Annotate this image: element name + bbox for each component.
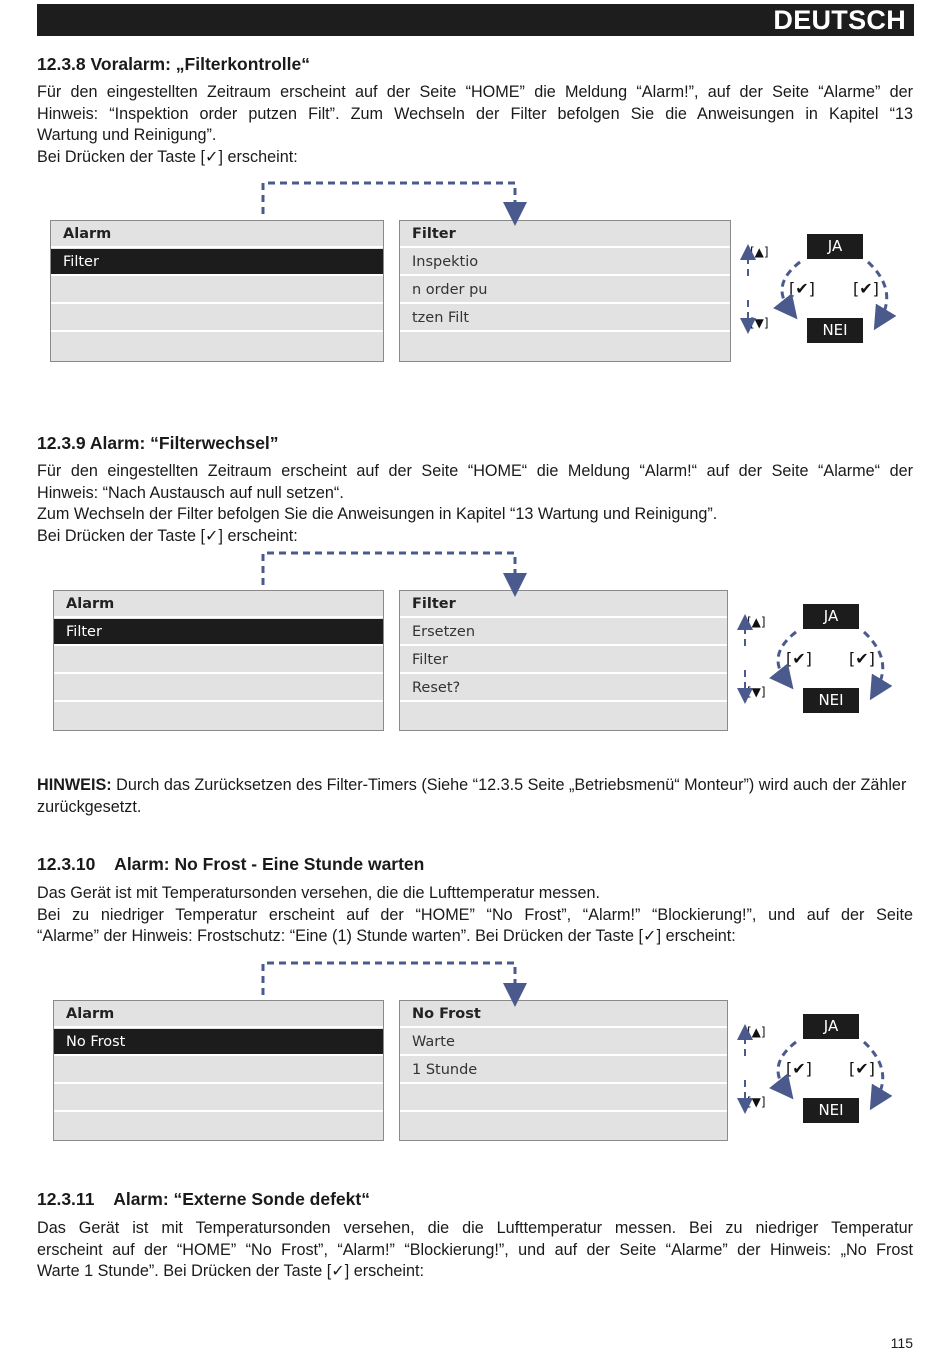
confirm-key-left[interactable]: [✔]: [786, 1059, 812, 1078]
paragraph-line: “Alarme” der Hinweis: Frostschutz: “Eine (1) Stunde warten”. Bei Drücken der Taste [✓] erscheint:: [37, 927, 736, 946]
no-button[interactable]: NEI: [803, 1098, 859, 1123]
screen-header: Alarm: [54, 1001, 383, 1028]
screen-transition-arrow: [263, 183, 515, 214]
nav-arc-left: [778, 1042, 796, 1090]
no-button[interactable]: NEI: [803, 688, 859, 713]
screen-row: Filter: [400, 647, 727, 674]
section-heading: 12.3.11 Alarm: “Externe Sonde defekt“: [37, 1189, 370, 1209]
up-key[interactable]: [▲]: [750, 245, 769, 259]
screen-row: Warte: [400, 1029, 727, 1056]
language-label: DEUTSCH: [773, 5, 906, 35]
confirm-key-left[interactable]: [✔]: [789, 279, 815, 298]
screen-header: Filter: [400, 221, 730, 248]
section-heading: 12.3.9 Alarm: “Filterwechsel”: [37, 433, 279, 453]
paragraph-line: Für den eingestellten Zeitraum erscheint auf der Seite “HOME“ die Meldung “Alarm!“ auf der Seite “Alarme“ der: [37, 462, 913, 480]
screen-header: Filter: [400, 591, 727, 618]
selected-alarm-row[interactable]: Filter: [51, 249, 383, 276]
paragraph-line: erscheint auf der “HOME” “No Frost”, “Alarm!” “Blockierung!”, und auf der Seite “Alarme” der Hinweis: „No Frost: [37, 1240, 913, 1259]
screen-header: Alarm: [51, 221, 383, 248]
down-key[interactable]: [▼]: [747, 1095, 766, 1109]
up-key[interactable]: [▲]: [747, 615, 766, 629]
confirm-key-left[interactable]: [✔]: [786, 649, 812, 668]
screen-row: tzen Filt: [400, 305, 730, 332]
paragraph-line: Für den eingestellten Zeitraum erscheint auf der Seite “HOME” die Meldung “Alarm!”, auf der Seite “Alarme” der: [37, 83, 913, 101]
screen-row: n order pu: [400, 277, 730, 304]
screen-header: Alarm: [54, 591, 383, 618]
paragraph-line: Bei Drücken der Taste [✓] erscheint:: [37, 147, 298, 166]
yes-button[interactable]: JA: [807, 234, 863, 259]
confirm-key-right[interactable]: [✔]: [849, 649, 875, 668]
screen-transition-arrow: [263, 963, 515, 995]
confirm-key-right[interactable]: [✔]: [853, 279, 879, 298]
selected-alarm-row[interactable]: Filter: [54, 619, 383, 646]
nav-arc-right: [864, 632, 883, 690]
yes-button[interactable]: JA: [803, 1014, 859, 1039]
paragraph-line: Zum Wechseln der Filter befolgen Sie die Anweisungen in Kapitel “13 Wartung und Reinigung”.: [37, 505, 718, 524]
screen-row: Reset?: [400, 675, 727, 702]
screen-row: Ersetzen: [400, 619, 727, 646]
section-heading: 12.3.10 Alarm: No Frost - Eine Stunde warten: [37, 854, 425, 874]
nav-arc-right: [864, 1042, 883, 1100]
paragraph-line: Wartung und Reinigung”.: [37, 126, 217, 145]
page-number: 115: [890, 1335, 913, 1351]
screen-transition-arrow: [263, 553, 515, 585]
section-heading: 12.3.8 Voralarm: „Filterkontrolle“: [37, 54, 310, 74]
paragraph-line: Hinweis: “Nach Austausch auf null setzen“.: [37, 483, 344, 502]
paragraph-line: Warte 1 Stunde”. Bei Drücken der Taste [✓] erscheint:: [37, 1262, 424, 1281]
paragraph-line: Bei zu niedriger Temperatur erscheint auf der “HOME” “No Frost”, “Alarm!” “Blockierung!”, und auf der Seite: [37, 905, 913, 924]
up-key[interactable]: [▲]: [747, 1025, 766, 1039]
down-key[interactable]: [▼]: [750, 316, 769, 330]
down-key[interactable]: [▼]: [747, 685, 766, 699]
screen-row: Inspektio: [400, 249, 730, 276]
nav-arc-right: [868, 262, 887, 320]
nav-arc-left: [782, 262, 800, 310]
screen-header: No Frost: [400, 1001, 727, 1028]
paragraph-line: Das Gerät ist mit Temperatursonden versehen, die die Lufttemperatur messen.: [37, 884, 600, 902]
selected-alarm-row[interactable]: No Frost: [54, 1029, 383, 1056]
nav-arc-left: [778, 632, 796, 680]
no-button[interactable]: NEI: [807, 318, 863, 343]
note-text: Durch das Zurücksetzen des Filter-Timers (Siehe “12.3.5 Seite „Betriebsmenü“ Monteur”) wird auch der Zähler zurückgesetzt.: [37, 776, 907, 816]
paragraph-line: Bei Drücken der Taste [✓] erscheint:: [37, 526, 298, 545]
paragraph-line: Hinweis: “Inspektion order putzen Filt”. Zum Wechseln der Filter befolgen Sie die Anweisungen in Kapitel “13: [37, 104, 913, 123]
confirm-key-right[interactable]: [✔]: [849, 1059, 875, 1078]
note-label: HINWEIS:: [37, 776, 112, 794]
paragraph-line: Das Gerät ist mit Temperatursonden versehen, die die Lufttemperatur messen. Bei zu niedriger Temperatur: [37, 1219, 913, 1237]
screen-row: 1 Stunde: [400, 1057, 727, 1084]
yes-button[interactable]: JA: [803, 604, 859, 629]
